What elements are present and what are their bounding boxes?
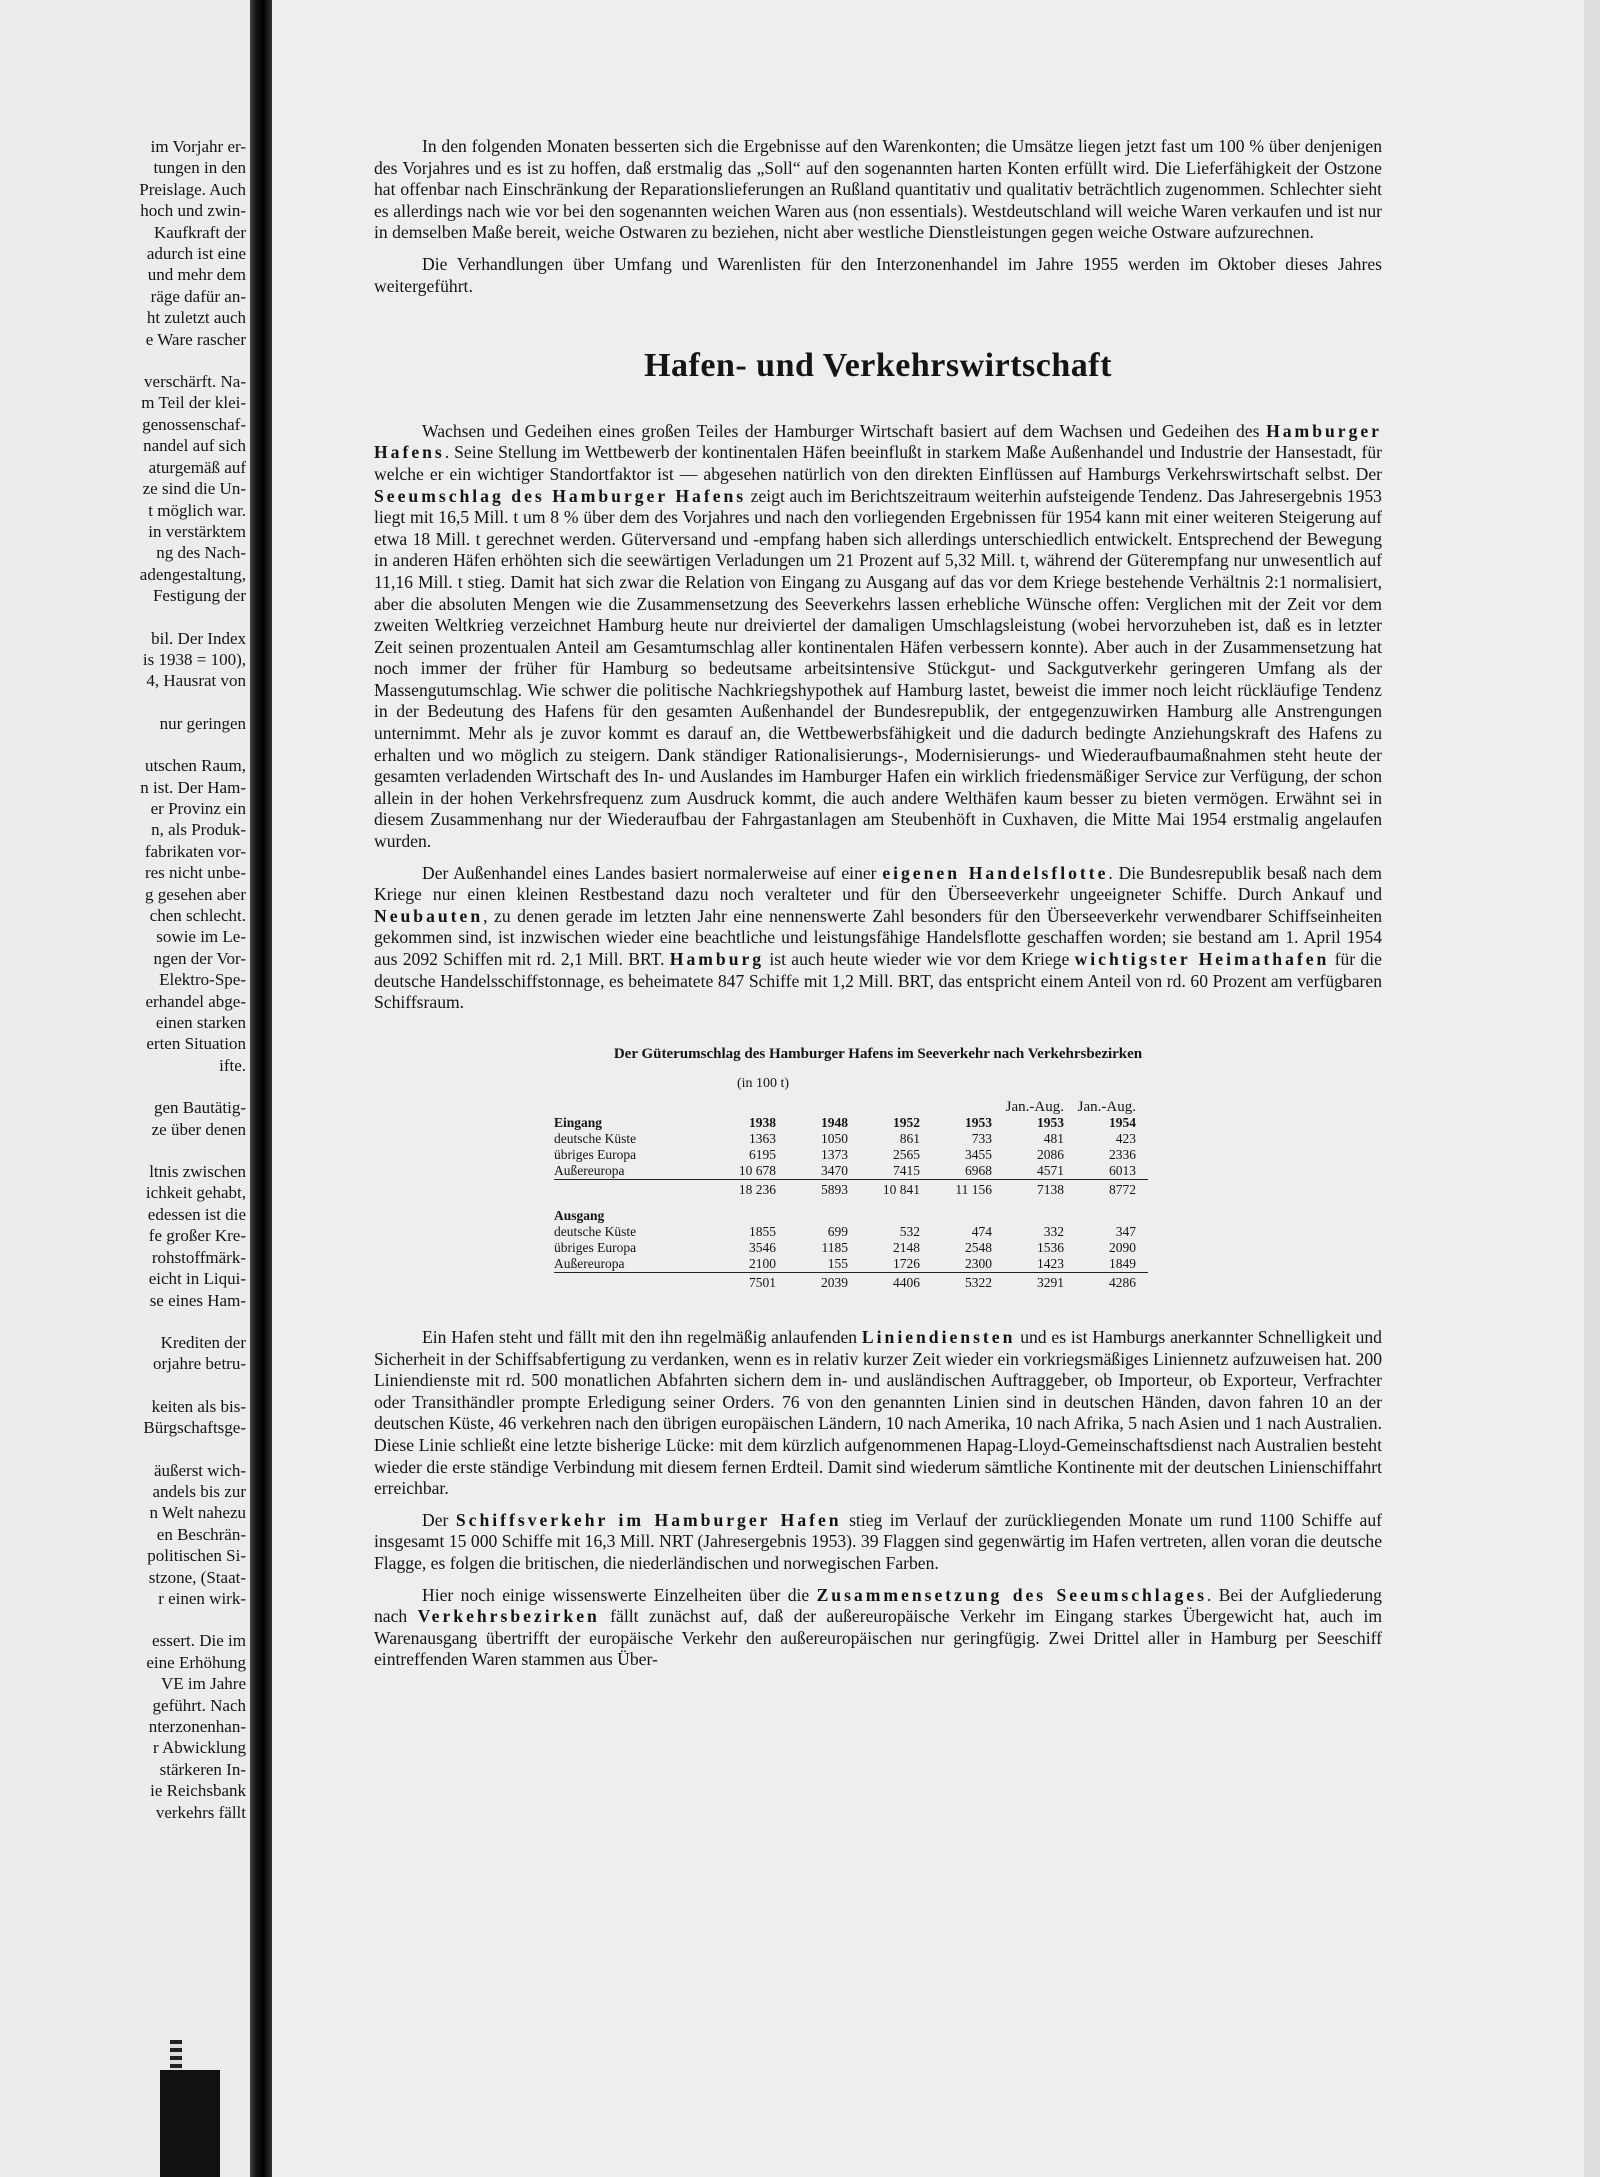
year-header: 1953 (1037, 1114, 1064, 1130)
table-cell: 423 (1115, 1130, 1136, 1146)
left-fragment-line: nandel auf sich (143, 436, 246, 456)
left-fragment-line: rohstoffmärk- (151, 1247, 246, 1267)
table-cell: 861 (899, 1130, 920, 1146)
body-paragraph-lines: Ein Hafen steht und fällt mit den ihn regelmäßig anlaufenden Liniendiensten und es ist Hamburgs anerkannter Schnelligkeit und Sicherheit in der Schiffsabfertigung zu verdanken, wenn es in relativ kurzer Zeit wieder ein vorkriegsmäßiges Liniennetz aufzuweisen hat. 200 Liniendienste mit rd. 500 monatlichen Abfahrten sichern dem in- und ausländischen Auftraggeber, ob Importeur, ob Exporteur, Verfrachter oder Transithändler prompte Erledigung seiner Orders. 76 von den genannten Linien sind in deutschen Händen, davon fahren 10 an der deutschen Küste, 46 verkehren nach den übrigen europäischen Ländern, 10 nach Amerika, 10 nach Afrika, 5 nach Asien und 1 nach Australien. Diese Linie schließt eine letzte bisherige Lücke: mit dem kürzlich aufgenommenen Hapag-Lloyd-Gemeinschaftsdienst nach Australien besteht wieder die erste ständige Verbindung mit diesem fernen Erdteil. Damit sind wiederum sämtliche Kontinente mit der deutschen Linienschiffahrt erreichbar. (374, 1326, 1382, 1499)
table-cell: 1185 (821, 1239, 848, 1255)
table-sum-row (554, 1272, 1148, 1297)
left-fragment-line: en Beschrän- (156, 1524, 246, 1544)
table-cell: 3546 (749, 1239, 776, 1255)
left-fragment-line: adurch ist eine (146, 244, 246, 264)
left-fragment-line: aturgemäß auf (148, 457, 246, 477)
left-fragment-line (6, 1311, 246, 1332)
table-sum-row (554, 1179, 1148, 1204)
cargo-table-block (374, 1044, 1382, 1297)
table-cell: 699 (827, 1223, 848, 1239)
left-fragment-line: orjahre betru- (153, 1354, 246, 1374)
left-fragment-line (6, 1609, 246, 1630)
year-header: 1952 (893, 1114, 920, 1130)
left-fragment-line (6, 607, 246, 628)
left-fragment-line: fe großer Kre- (148, 1226, 246, 1246)
left-fragment-line: verschärft. Na- (144, 372, 246, 392)
left-fragment-line: ngen der Vor- (153, 948, 246, 968)
left-fragment-line: ifte. (219, 1055, 246, 1075)
left-fragment-line: g gesehen aber (144, 884, 246, 904)
left-fragment-line: ichkeit gehabt, (145, 1183, 246, 1203)
sum-cell: 2039 (788, 1272, 860, 1297)
left-fragment-line: utschen Raum, (144, 756, 246, 776)
table-cell: 733 (971, 1130, 992, 1146)
table-cell: 155 (827, 1255, 848, 1271)
left-fragment-line: ze sind die Un- (142, 479, 246, 499)
sum-cell: 11 156 (932, 1179, 1004, 1204)
year-header: 1954 (1109, 1114, 1136, 1130)
table-cell: 1855 (749, 1223, 776, 1239)
left-fragment-line: n Welt nahezu (149, 1503, 246, 1523)
body-paragraph-composition: Hier noch einige wissenswerte Einzelheiten über die Zusammensetzung des Seeumschlages. Bei der Aufgliederung nach Verkehrsbezirken fällt zunächst auf, daß der außereuropäische Verkehr im Eingang starkes Übergewicht hat, auch im Warenausgang übertrifft der europäische Verkehr den außereuropäischen nur geringfügig. Zwei Drittel aller in Hamburg per Seeschiff eintreffenden Waren stammen aus Über- (374, 1584, 1383, 1670)
table-cell: 532 (899, 1223, 920, 1239)
sum-cell: 18 236 (716, 1179, 788, 1204)
left-fragment-line: edessen ist die (147, 1204, 246, 1224)
left-fragment-line: gen Bautätig- (153, 1098, 246, 1118)
left-fragment-line: m Teil der klei- (141, 393, 246, 413)
table-cell: 1363 (749, 1130, 776, 1146)
left-fragment-line (6, 350, 246, 371)
table-row (554, 1224, 1148, 1240)
table-cell: 10 678 (738, 1162, 776, 1178)
year-header: 1953 (965, 1114, 992, 1130)
left-fragment-line: ng des Nach- (156, 543, 246, 563)
main-content (374, 136, 1382, 1681)
left-fragment-line: chen schlecht. (149, 906, 246, 925)
period-header: Jan.-Aug. (1005, 1098, 1064, 1115)
left-fragment-line (6, 692, 246, 713)
left-fragment-line: Elektro-Spe- (159, 970, 246, 990)
left-fragment-line: nterzonenhan- (148, 1717, 246, 1736)
table-row (554, 1240, 1148, 1256)
table-cell: 2548 (965, 1239, 992, 1255)
table-cell: 4571 (1037, 1162, 1064, 1178)
table-cell: 1536 (1037, 1239, 1064, 1255)
left-fragment-line: erhandel abge- (145, 991, 246, 1011)
row-label: Außereuropa (554, 1162, 625, 1178)
section-title: Hafen- und Verkehrswirtschaft (644, 347, 1112, 385)
table-cell: 6013 (1109, 1162, 1136, 1178)
table-cell: 2100 (749, 1255, 776, 1271)
table-cell: 7415 (893, 1162, 920, 1178)
left-fragment-line: eine Erhöhung (146, 1652, 246, 1672)
left-fragment-line: eicht in Liqui- (148, 1269, 246, 1289)
sum-cell: 7501 (716, 1272, 788, 1297)
sum-cell: 5893 (788, 1179, 860, 1204)
year-header: 1938 (749, 1114, 776, 1130)
row-label: deutsche Küste (554, 1223, 637, 1239)
sum-cell: 7138 (1004, 1179, 1076, 1204)
left-fragment-line: tungen in den (153, 158, 246, 178)
left-fragment-line: geführt. Nach (152, 1695, 246, 1715)
left-fragment-line: Kaufkraft der (153, 222, 246, 242)
table-cell: 347 (1115, 1223, 1136, 1239)
sum-cell: 8772 (1076, 1179, 1148, 1204)
left-fragment-line: und mehr dem (147, 265, 246, 285)
table-cell: 2148 (893, 1239, 920, 1255)
left-fragment-line: ht zuletzt auch (146, 308, 246, 328)
left-fragment-line: in verstärktem (148, 521, 246, 541)
left-page-text-column (6, 136, 246, 1823)
intro-paragraph-1: In den folgenden Monaten besserten sich die Ergebnisse auf den Warenkonten; die Umsätze liegen jetzt fast um 100 % über denjenigen des Vorjahres und es ist zu hoffen, daß erstmalig das „Soll“ auf den sogenannten harten Konten erfüllt wird. Die Lieferfähigkeit der Ostzone hat offenbar nach Einschränkung der Reparationslieferungen an Rußland quantitativ und qualitativ beträchtlich zugenommen. Schlechter sieht es allerdings nach wie vor bei den sogenannten weichen Waren aus (non essentials). Westdeutschland will weiche Waren verkaufen und ist nur in demselben Maße bereit, weiche Ostwaren zu beziehen, nicht aber westliche Dienstleistungen gegen weiche Ostware aufzurechnen. (374, 136, 1382, 243)
table-title: Der Güterumschlag des Hamburger Hafens im Seeverkehr nach Verkehrsbezirken (613, 1045, 1143, 1062)
table-unit: (in 100 t) (736, 1076, 790, 1092)
sum-cell: 4406 (860, 1272, 932, 1297)
left-fragment-line: n ist. Der Ham- (140, 777, 246, 797)
sum-cell: 5322 (932, 1272, 1004, 1297)
table-row (554, 1131, 1148, 1147)
right-page-edge (1584, 0, 1600, 2177)
table-period-header (554, 1099, 1148, 1115)
table-group-row (554, 1204, 1148, 1224)
left-fragment-line: t möglich war. (148, 500, 246, 520)
group-label: Eingang (554, 1114, 603, 1130)
left-fragment-line: äußerst wich- (153, 1460, 246, 1480)
left-fragment-line: VE im Jahre (161, 1674, 246, 1694)
row-label: Außereuropa (554, 1255, 625, 1271)
year-header: 1948 (821, 1114, 848, 1130)
table-cell: 2336 (1109, 1146, 1136, 1162)
table-cell: 1373 (821, 1146, 848, 1162)
left-fragment-line: adengestaltung, (139, 564, 246, 584)
left-fragment-line: e Ware rascher (145, 329, 246, 349)
row-label: übriges Europa (554, 1146, 637, 1162)
left-fragment-line: Preislage. Auch (139, 179, 246, 199)
left-fragment-line: stärkeren In- (159, 1759, 246, 1779)
table-cell: 6968 (965, 1162, 992, 1178)
table-cell: 3455 (965, 1146, 992, 1162)
table-cell: 2300 (965, 1255, 992, 1271)
left-fragment-line (6, 734, 246, 755)
left-fragment-line: r Abwicklung (152, 1738, 246, 1758)
left-fragment-line (6, 1439, 246, 1460)
left-fragment-line: Krediten der (160, 1332, 246, 1352)
left-fragment-line (6, 1140, 246, 1161)
left-fragment-line (6, 1375, 246, 1396)
group-label: Ausgang (554, 1207, 605, 1223)
left-fragment-line: genossenschaf- (142, 414, 246, 434)
left-fragment-line: nur geringen (159, 713, 246, 733)
left-fragment-line: er Provinz ein (150, 798, 246, 818)
body-paragraph-traffic: Der Schiffsverkehr im Hamburger Hafen stieg im Verlauf der zurückliegenden Monate um rund 1100 Schiffe auf insgesamt 15 000 Schiffe mit 16,3 Mill. NRT (Jahresergebnis 1953). 39 Flaggen sind gegenwärtig im Hafen vertreten, allen voran die deutsche Flagge, es folgen die britischen, die niederländischen und norwegischen Farben. (374, 1509, 1382, 1573)
page-edge-block (160, 2070, 220, 2177)
table-year-header (554, 1115, 1148, 1131)
left-fragment-line: politischen Si- (147, 1546, 246, 1566)
left-fragment-line: se eines Ham- (149, 1290, 246, 1310)
table-row (554, 1147, 1148, 1163)
left-fragment-line: hoch und zwin- (140, 201, 246, 221)
sum-cell: 4286 (1076, 1272, 1148, 1297)
table-cell: 1423 (1037, 1255, 1064, 1271)
left-fragment-line: is 1938 = 100), (142, 649, 246, 669)
left-fragment-line: res nicht unbe- (144, 863, 246, 883)
left-fragment-line: n, als Produk- (151, 820, 246, 840)
table-cell: 2090 (1109, 1239, 1136, 1255)
body-paragraph-fleet: Der Außenhandel eines Landes basiert normalerweise auf einer eigenen Handelsflotte. Die Bundesrepublik besaß nach dem Kriege nur einen kleinen Restbestand dazu noch veralteter und für den Überseeverkehr ungeeigneter Schiffe. Durch Ankauf und Neubauten, zu denen gerade im letzten Jahr eine nennenswerte Zahl besonders für den Überseeverkehr verwendbarer Schiffseinheiten gekommen sind, ist inzwischen wieder eine beachtliche und leistungsfähige Handelsflotte geschaffen worden; sie bestand am 1. April 1954 aus 2092 Schiffen mit rd. 2,1 Mill. BRT. Hamburg ist auch heute wieder wie vor dem Kriege wichtigster Heimathafen für die deutsche Handelsschiffstonnage, es beheimatete 847 Schiffe mit 1,2 Mill. BRT, das entspricht einem Anteil von rd. 60 Prozent am verfügbaren Schiffsraum. (374, 862, 1382, 1013)
table-cell: 2565 (893, 1146, 920, 1162)
table-cell: 1050 (821, 1130, 848, 1146)
table-cell: 6195 (749, 1146, 776, 1162)
page-edge-marker (170, 2040, 182, 2070)
left-fragment-line: fabrikaten vor- (144, 841, 246, 861)
left-fragment-line: Festigung der (152, 586, 246, 606)
table-row (554, 1256, 1148, 1273)
left-fragment-line: einen starken (155, 1013, 246, 1033)
left-fragment-line: keiten als bis- (151, 1396, 246, 1416)
body-paragraph-harbor: Wachsen und Gedeihen eines großen Teiles der Hamburger Wirtschaft basiert auf dem Wachsen und Gedeihen des Hamburger Hafens. Seine Stellung im Wettbewerb der kontinentalen Häfen beeinflußt in starkem Maße Außenhandel und Industrie der Hansestadt, für welche er ein wichtiger Standortfaktor ist — abgesehen natürlich von den direkten Einflüssen auf Hamburgs Verkehrswirtschaft selbst. Der Seeumschlag des Hamburger Hafens zeigt auch im Berichtszeitraum weiterhin aufsteigende Tendenz. Das Jahresergebnis 1953 liegt mit 16,5 Mill. t um 8 % über dem des Vorjahres und nach den vorliegenden Ergebnissen für 1954 kann mit einer weiteren Steigerung auf etwa 18 Mill. t gerechnet werden. Güterversand und -empfang haben sich allerdings unterschiedlich entwickelt. Entsprechend der Bewegung in anderen Häfen erhöhten sich die seewärtigen Verladungen um 21 Prozent auf 5,32 Mill. t, während der Güterempfang nur unwesentlich auf 11,16 Mill. t stieg. Damit hat sich zwar die Relation von Eingang zu Ausgang auf das vor dem Kriege bestehende Verhältnis 2:1 normalisiert, aber die absoluten Mengen wie die Zusammensetzung des Seeverkehrs lassen erhebliche Wünsche offen: Verglichen mit der Zeit vor dem zweiten Weltkrieg verzeichnet Hamburg heute nur dreiviertel der damaligen Umschlagsleistung (wobei hervorzuheben ist, daß es in letzter Zeit seinen prozentualen Anteil am Gesamtumschlag aller kontinentalen Häfen verbessern konnte). Aber auch in der Zusammensetzung hat noch immer der früher für Hamburg so bedeutsame arbeitsintensive Stückgut- und Sackgutverkehr geringeren Umfang als der Massengutumschlag. Wie schwer die politische Nachkriegshypothek auf Hamburg lastet, beweist die immer noch leicht rückläufige Tendenz in der Bedeutung des Hafens für den gesamten Außenhandel der Bundesrepublik, der entgegenzuwirken Hamburg alle Anstrengungen unternimmt. Mehr als je zuvor kommt es darauf an, die Wettbewerbsfähigkeit und die dadurch bedingte Anziehungskraft des Hafens zu erhalten und wo möglich zu steigern. Dank ständiger Rationalisierungs-, Modernisierungs- und Wiederaufbaumaßnahmen steht heute der gesamten verladenden Wirtschaft des In- und Auslandes im Hamburger Hafen ein wirklich friedensmäßiger Service zur Verfügung, der schon allein in der hohen Verkehrsfrequenz zum Ausdruck kommt, die auch andere Welthäfen kaum besser zu bieten vermögen. Erwähnt sei in diesem Zusammenhang nur der Wiederaufbau der Fahrgastanlagen am Steubenhöft in Cuxhaven, die Mitte Mai 1954 erstmalig angelaufen wurden. (374, 420, 1382, 852)
table-cell: 2086 (1037, 1146, 1064, 1162)
table-cell: 1726 (893, 1255, 920, 1271)
table-cell: 1849 (1109, 1255, 1136, 1271)
table-cell: 3470 (821, 1162, 848, 1178)
left-fragment-line: Bürgschaftsge- (143, 1418, 246, 1438)
sum-cell: 3291 (1004, 1272, 1076, 1297)
row-label: übriges Europa (554, 1239, 637, 1255)
left-fragment-line: ze über denen (151, 1119, 246, 1139)
table-row (554, 1163, 1148, 1180)
sum-cell: 10 841 (860, 1179, 932, 1204)
left-fragment-line: im Vorjahr er- (150, 137, 246, 156)
period-header: Jan.-Aug. (1077, 1098, 1136, 1115)
table-cell: 481 (1043, 1130, 1064, 1146)
intro-paragraph-2: Die Verhandlungen über Umfang und Warenlisten für den Interzonenhandel im Jahre 1955 werden im Oktober dieses Jahres weitergeführt. (374, 253, 1382, 296)
table-cell: 474 (971, 1223, 992, 1239)
left-fragment-line: räge dafür an- (150, 286, 246, 306)
row-label: deutsche Küste (554, 1130, 637, 1146)
left-fragment-line: essert. Die im (152, 1631, 246, 1651)
left-fragment-line: verkehrs fällt (155, 1802, 246, 1822)
left-fragment-line: r einen wirk- (158, 1588, 246, 1608)
table-cell: 332 (1043, 1223, 1064, 1239)
left-fragment-line: 4, Hausrat von (146, 671, 246, 691)
cargo-table (554, 1099, 1148, 1297)
left-fragment-line: sowie im Le- (156, 927, 246, 947)
left-fragment-line: stzone, (Staat- (148, 1567, 246, 1587)
left-fragment-line: andels bis zur (152, 1481, 246, 1501)
left-fragment-line: ltnis zwischen (149, 1162, 246, 1182)
left-fragment-line: erten Situation (146, 1034, 246, 1054)
left-fragment-line: bil. Der Index (151, 628, 246, 648)
left-fragment-line: ie Reichsbank (150, 1781, 246, 1801)
